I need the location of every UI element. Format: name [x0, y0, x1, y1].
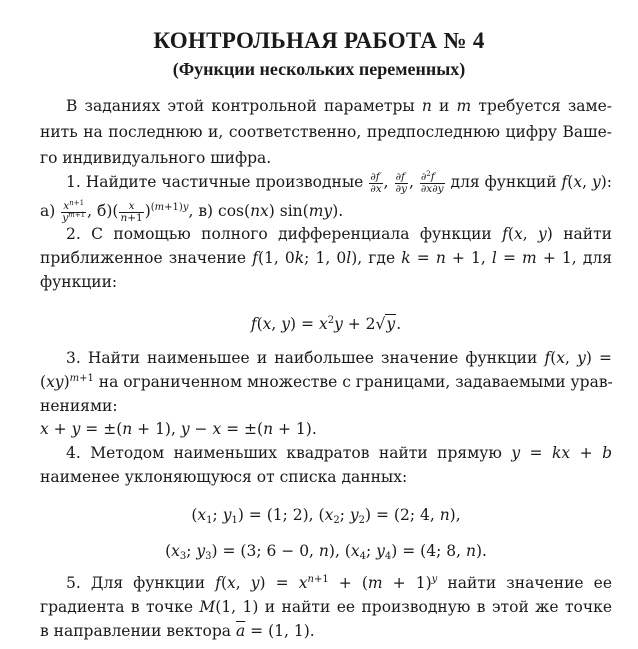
task-1-line-2: а) $\frac{x^{n+1}}{y^{m+1}}$ , б)( $\frac{x}{n+1}$ )$^{(m+1)y}$, в) cos(nx) sin(my).: [40, 198, 344, 224]
intro-line-2: нить на последнюю и, соответственно, предпоследнюю цифру Ваше-: [40, 123, 612, 141]
document-title: КОНТРОЛЬНАЯ РАБОТА № 4: [153, 28, 485, 53]
task-5-line-1: 5. Для функции f(x, $y) = x^{n+1} + (m + 1)^y$ найти значение ее: [66, 574, 613, 592]
task-5-line-2: градиента в точке M(1, 1) и найти ее производную в этой же точке: [40, 598, 612, 616]
document-subtitle: (Функции нескольких переменных): [172, 59, 466, 79]
task-3-formula: x + y = ±(n + 1), y − x = ±(n + 1).: [40, 420, 317, 438]
task-4-line-1: 4. Методом наименьших квадратов найти прямую y = kx + b: [66, 444, 613, 462]
task-3-line-3: нениями:: [40, 397, 118, 415]
task-3-line-1: 3. Найти наименьшее и наибольшее значение функции f(x, y) =: [66, 349, 612, 367]
task-4-line-2: наименее уклоняющуюся от списка данных:: [40, 468, 408, 486]
task-2-line-3: функции:: [40, 273, 118, 291]
task-5-line-3: в направлении вектора $\overline{a} = (1$, 1).: [40, 622, 315, 640]
task-2-formula: f(x, $y) = x^2y + 2√y$.: [250, 315, 402, 333]
intro-line-3: го индивидуального шифра.: [40, 149, 272, 167]
task-3-line-2: (xy)$^{m+1}$ на ограниченном множестве с границами, задаваемыми урав-: [40, 373, 613, 391]
task-1-line-1: 1. Найдите частичные производные $\frac{\partial f}{\partial x}$ , $\frac{\partial f}{\partial y}$ , $\frac{\partial^2f}{\partial x\partial y}$ для функций f(x, y):: [66, 169, 613, 195]
task-2-line-2: приближенное значение f(1, 0k; 1, 0l), где k = n + 1, l = m + 1, для: [40, 249, 612, 267]
intro-line-1: В заданиях этой контрольной параметры n и m требуется заме-: [66, 97, 612, 115]
task-2-line-1: 2. С помощью полного дифференциала функции f(x, y) найти: [66, 225, 612, 243]
task-4-data-1: ($x_1$; $y_1) = (1$; 2), ($x_2$; $y_2) = (2$; 4, n),: [191, 506, 461, 526]
task-4-data-2: ($x_3$; $y_3) = (3$; 6 − 0, n), ($x_4$; $y_4) = (4$; 8, n).: [165, 542, 487, 562]
